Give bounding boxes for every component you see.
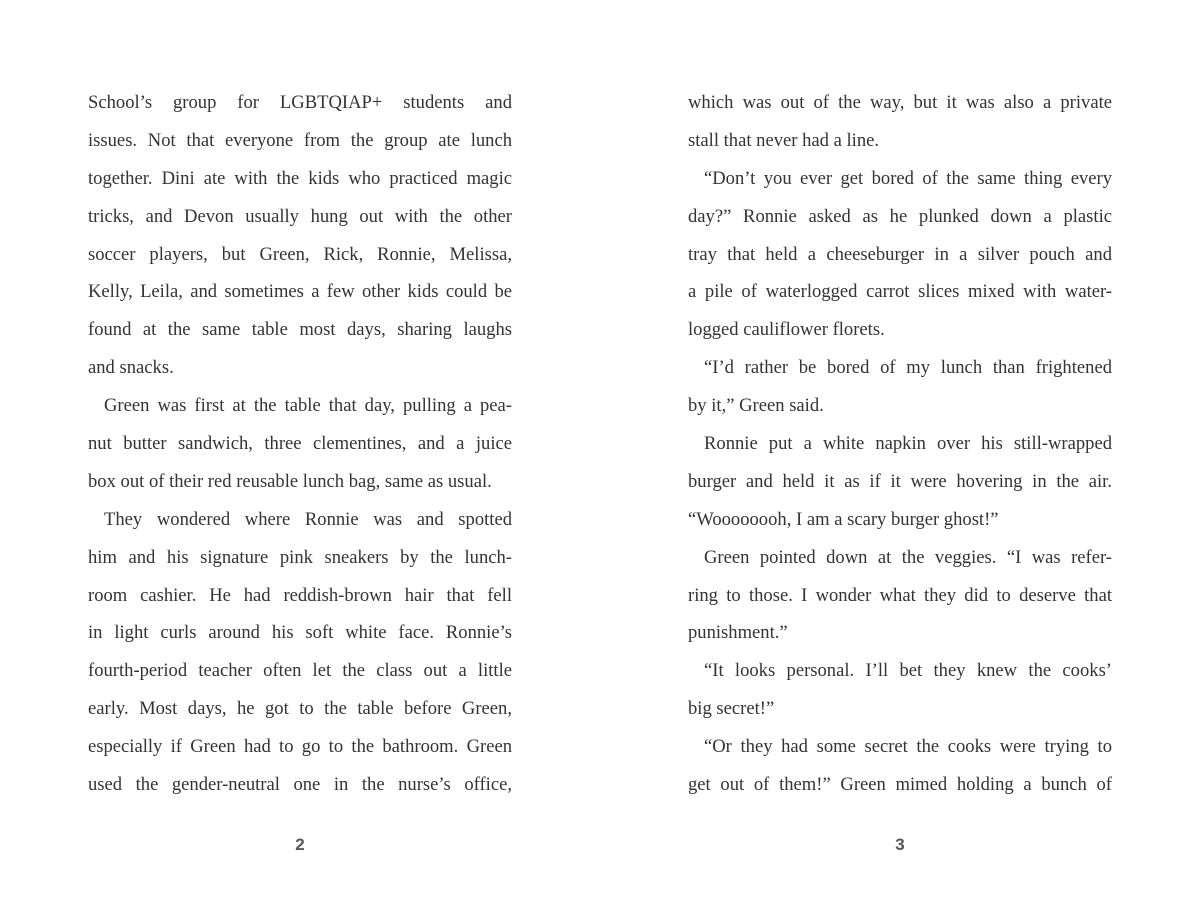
text-line: by it,” Green said. <box>688 395 824 417</box>
text-line: burger and held it as if it were hovering in the air. <box>688 470 1112 492</box>
page-number-left: 2 <box>295 835 305 854</box>
text-line: and snacks. <box>88 357 174 379</box>
text-line: Green was first at the table that day, pulling a pea- <box>104 395 512 417</box>
text-line: soccer players, but Green, Rick, Ronnie, Melissa, <box>88 243 512 265</box>
text-line: “Woooooooh, I am a scary burger ghost!” <box>688 508 999 530</box>
text-line: School’s group for LGBTQIAP+ students and <box>88 92 512 113</box>
text-line: tray that held a cheeseburger in a silver pouch and <box>688 243 1112 265</box>
text-line: issues. Not that everyone from the group ate lunch <box>88 129 512 151</box>
text-line: stall that never had a line. <box>688 129 880 151</box>
text-line: day?” Ronnie asked as he plunked down a plastic <box>688 205 1112 227</box>
text-line: room cashier. He had reddish-brown hair that fell <box>88 584 512 606</box>
text-line: fourth-period teacher often let the class out a little <box>88 660 512 682</box>
text-line: found at the same table most days, sharing laughs <box>88 319 512 341</box>
text-line: They wondered where Ronnie was and spotted <box>104 508 512 530</box>
text-line: “Or they had some secret the cooks were trying to <box>704 736 1112 758</box>
text-line: early. Most days, he got to the table before Green, <box>88 698 512 720</box>
text-line: used the gender-neutral one in the nurse’s office, <box>88 774 512 796</box>
text-line: in light curls around his soft white face. Ronnie’s <box>88 622 512 644</box>
text-line: “Don’t you ever get bored of the same thing every <box>704 167 1112 189</box>
left-page-text <box>88 84 512 804</box>
text-line: a pile of waterlogged carrot slices mixed with water- <box>688 281 1112 303</box>
text-line: “It looks personal. I’ll bet they knew the cooks’ <box>704 660 1112 682</box>
text-line: which was out of the way, but it was also a private <box>688 92 1112 113</box>
right-page-text <box>688 84 1112 804</box>
text-line: him and his signature pink sneakers by the lunch- <box>88 546 512 568</box>
text-line: nut butter sandwich, three clementines, and a juice <box>88 433 512 455</box>
text-line: box out of their red reusable lunch bag, same as usual. <box>88 470 492 492</box>
text-line: ring to those. I wonder what they did to deserve that <box>688 584 1112 606</box>
text-line: big secret!” <box>688 698 775 720</box>
text-line: get out of them!” Green mimed holding a bunch of <box>688 774 1112 796</box>
text-line: Green pointed down at the veggies. “I was refer- <box>704 546 1112 568</box>
text-line: punishment.” <box>688 622 788 644</box>
text-line: logged cauliflower florets. <box>688 319 885 341</box>
text-line: together. Dini ate with the kids who practiced magic <box>88 167 512 189</box>
page-number-right: 3 <box>895 835 905 854</box>
text-line: especially if Green had to go to the bathroom. Green <box>88 736 512 758</box>
text-line: tricks, and Devon usually hung out with the other <box>88 205 512 227</box>
text-line: “I’d rather be bored of my lunch than frightened <box>704 357 1112 379</box>
text-line: Ronnie put a white napkin over his still-wrapped <box>704 433 1112 455</box>
text-line: Kelly, Leila, and sometimes a few other kids could be <box>88 281 512 303</box>
